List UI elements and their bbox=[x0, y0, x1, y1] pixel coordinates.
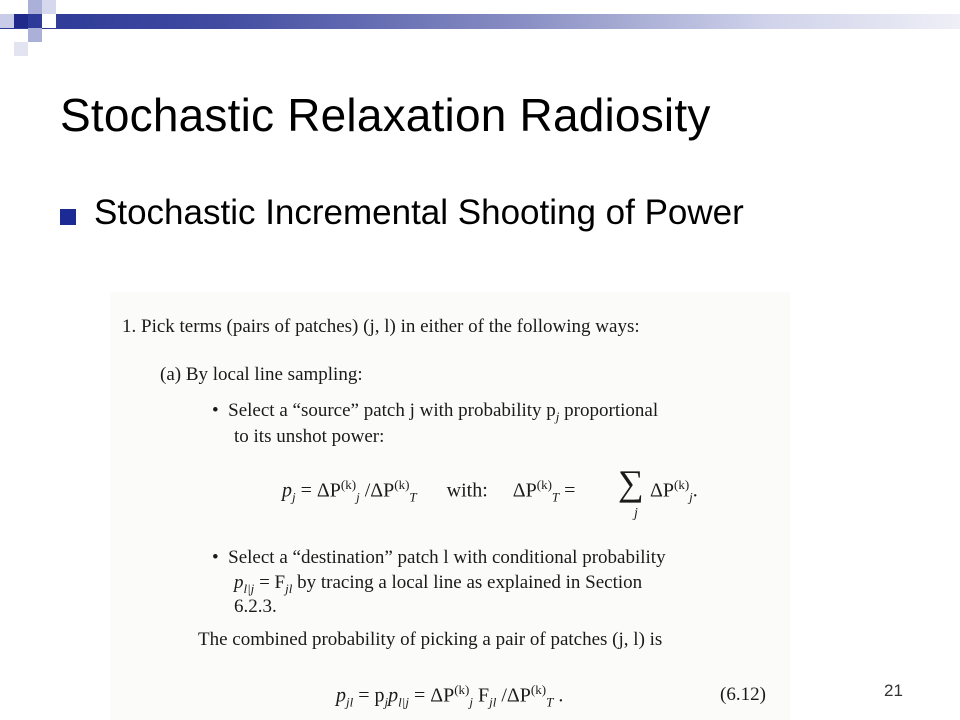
equation-number: (6.12) bbox=[720, 684, 766, 705]
scanned-excerpt bbox=[110, 292, 790, 720]
excerpt-line: 1. Pick terms (pairs of patches) (j, l) in either of the following ways: bbox=[122, 316, 640, 337]
decor-square bbox=[14, 42, 28, 56]
slide-title: Stochastic Relaxation Radiosity bbox=[60, 89, 711, 141]
excerpt-line: to its unshot power: bbox=[234, 426, 385, 447]
excerpt-line: (a) By local line sampling: bbox=[160, 364, 363, 385]
excerpt-line: $p_{l|j} = F_{jl}$ by tracing a local line as explained in Section bbox=[234, 572, 643, 596]
excerpt-line: 6.2.3. bbox=[234, 596, 277, 617]
decor-square bbox=[42, 0, 56, 14]
excerpt-line: • Select a “source” patch j with probability $p_j$ proportional bbox=[212, 400, 659, 424]
excerpt-line: The combined probability of picking a pair of patches (j, l) is bbox=[198, 629, 663, 650]
decor-square bbox=[14, 14, 28, 28]
sum-index: j bbox=[634, 506, 638, 521]
bullet-text: Stochastic Incremental Shooting of Power bbox=[94, 193, 744, 232]
excerpt-line: • Select a “destination” patch l with conditional probability bbox=[212, 547, 666, 568]
bullet-dot-icon: • bbox=[212, 400, 219, 421]
decor-square bbox=[28, 28, 42, 42]
decor-square bbox=[0, 14, 14, 28]
equation-part: $\Delta P^{(k)}_j$. bbox=[650, 477, 698, 505]
equation: $p_{jl} = p_jp_{l|j} = \Delta P^{(k)}_j$ $F_{jl}$ $/\Delta P^{(k)}_T$ . bbox=[336, 682, 564, 710]
decor-square bbox=[28, 0, 42, 14]
equation: $p_j = \Delta P^{(k)}_j$ $/\Delta P^{(k)}_T$ with: $\Delta P^{(k)}_T$ = bbox=[282, 477, 576, 505]
title-bar-decoration bbox=[0, 14, 960, 29]
decor-square bbox=[42, 14, 56, 28]
sum-symbol: ∑ bbox=[618, 463, 644, 503]
bullet-square-icon bbox=[60, 209, 76, 225]
bullet-dot-icon: • bbox=[212, 547, 219, 568]
page-number: 21 bbox=[884, 681, 903, 700]
